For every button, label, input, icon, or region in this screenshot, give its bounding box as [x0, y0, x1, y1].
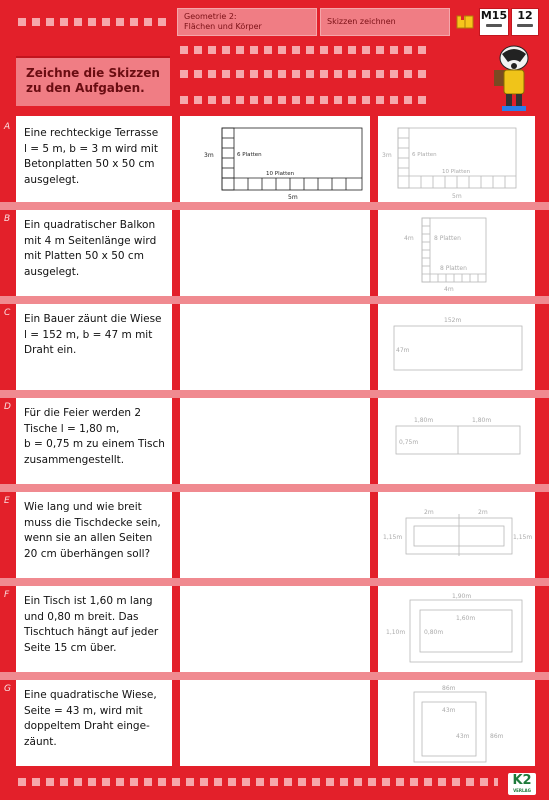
sketch-b-side: 4m [404, 235, 414, 242]
row-letter-f: F [4, 590, 10, 600]
title-line-2: zu den Aufgaben. [26, 81, 145, 95]
logo-subtext: VERLAG [513, 788, 531, 793]
sketch-a-plates-v: 6 Platten [237, 152, 262, 158]
number-text: 12 [517, 9, 533, 22]
sketch-a-height: 3m [204, 152, 214, 159]
row-letter-g: G [4, 684, 11, 694]
badger-mascot [484, 40, 542, 112]
sketch-e-length-2: 2m [478, 509, 488, 516]
logo-text: K2 [512, 773, 532, 788]
task-c: Ein Bauer zäunt die Wiese l = 152 m, b = 47 m mit Draht ein. [24, 313, 162, 356]
title-dots-1 [180, 70, 430, 78]
sketch-g-outer-side: 86m [490, 733, 504, 740]
instruction-title [16, 56, 170, 106]
row-letter-a: A [4, 122, 11, 132]
sketch-column [180, 116, 370, 766]
header-dots-left [18, 18, 168, 26]
task-d: Für die Feier werden 2 Tische l = 1,80 m, b = 0,75 m zu einem Tisch zusammengestellt. [24, 407, 165, 466]
footer-dots [18, 778, 498, 786]
task-f: Ein Tisch ist 1,60 m lang und 0,80 m breit. Das Tischtuch hängt auf jeder Seite 15 cm über. [24, 595, 159, 654]
sketch-e-solution [380, 494, 535, 576]
row-divider [0, 484, 549, 492]
sketch-f-solution [380, 588, 535, 670]
pencil-icon [517, 24, 533, 27]
row-letter-e: E [4, 496, 10, 506]
task-g: Eine quadratische Wiese, Seite = 43 m, wird mit doppeltem Draht einge- zäunt. [24, 689, 157, 748]
publisher-logo [508, 773, 536, 795]
sketch-a-width: 5m [288, 194, 298, 201]
sketch-a-sol-height: 3m [382, 152, 392, 159]
number-box [511, 8, 539, 36]
sketch-e-width-2: 1,15m [513, 534, 533, 541]
row-letter-b: B [4, 214, 11, 224]
sketch-f-outer-width: 1,10m [386, 629, 406, 636]
sketch-b-plates-v: 8 Platten [434, 235, 461, 242]
row-divider [0, 578, 549, 586]
sketch-f-outer-length: 1,90m [452, 593, 472, 600]
code-box [479, 8, 509, 36]
sketch-c-length: 152m [444, 317, 462, 324]
sketch-d-solution [380, 400, 535, 482]
sketch-g-inner-side: 43m [456, 733, 470, 740]
sketch-a-sol-plates-h: 10 Platten [442, 169, 471, 175]
book-icon [456, 13, 474, 31]
sketch-d-width: 0,75m [399, 439, 419, 446]
row-letter-c: C [4, 308, 11, 318]
sketch-a-solution [380, 124, 535, 202]
topic-line-2: Flächen und Körper [184, 22, 262, 31]
code-text: M15 [480, 9, 508, 22]
topic-line-1: Geometrie 2: [184, 12, 237, 21]
sketch-g-solution [380, 682, 535, 766]
row-divider [0, 672, 549, 680]
row-divider [0, 202, 549, 210]
sketch-b-solution [380, 212, 535, 294]
sketch-a-sol-plates-v: 6 Platten [412, 152, 437, 158]
sketch-b-bottom: 4m [444, 286, 454, 293]
sketch-d-length-2: 1,80m [472, 417, 492, 424]
subtitle-text: Skizzen zeichnen [327, 17, 396, 26]
task-a: Eine rechteckige Terrasse l = 5 m, b = 3 m wird mit Betonplatten 50 x 50 cm ausgelegt. [24, 127, 159, 186]
task-e: Wie lang und wie breit muss die Tischdecke sein, wenn sie an allen Seiten 20 cm überhängen soll? [24, 501, 161, 560]
task-b: Ein quadratischer Balkon mit 4 m Seitenlänge wird mit Platten 50 x 50 cm ausgelegt. [24, 219, 157, 278]
sketch-a-plates-h: 10 Platten [266, 171, 295, 177]
row-divider [0, 296, 549, 304]
sketch-e-length-1: 2m [424, 509, 434, 516]
sketch-a-sol-width: 5m [452, 193, 462, 200]
row-letter-d: D [4, 402, 11, 412]
sketch-b-plates-h: 8 Platten [440, 265, 467, 272]
sketch-a-example [200, 124, 370, 202]
header-dots-right [180, 46, 430, 54]
sketch-c-width: 47m [396, 347, 410, 354]
sketch-g-inner-top: 43m [442, 707, 456, 714]
sketch-e-width-1: 1,15m [383, 534, 403, 541]
pencil-icon [486, 24, 502, 27]
title-dots-2 [180, 96, 430, 104]
sketch-g-outer-top: 86m [442, 685, 456, 692]
sketch-f-inner-length: 1,60m [456, 615, 476, 622]
sketch-d-length-1: 1,80m [414, 417, 434, 424]
sketch-f-inner-width: 0,80m [424, 629, 444, 636]
sketch-c-solution [380, 306, 535, 388]
title-line-1: Zeichne die Skizzen [26, 66, 160, 80]
row-divider [0, 390, 549, 398]
subtitle-box [320, 8, 450, 36]
topic-box [177, 8, 317, 36]
